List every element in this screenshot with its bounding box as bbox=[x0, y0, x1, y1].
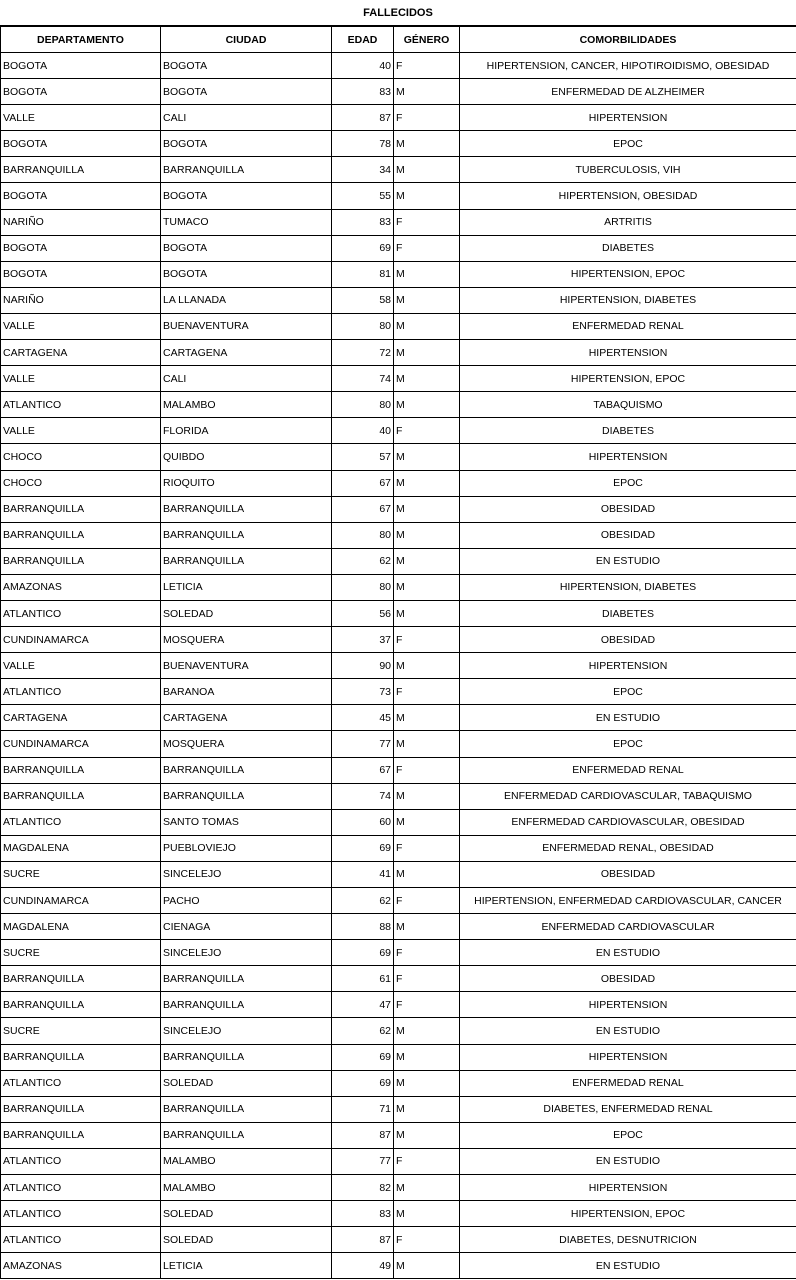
cell-departamento: BARRANQUILLA bbox=[1, 548, 161, 574]
cell-edad: 37 bbox=[332, 627, 394, 653]
cell-departamento: AMAZONAS bbox=[1, 1253, 161, 1279]
cell-edad: 78 bbox=[332, 131, 394, 157]
cell-comorbilidades: DIABETES bbox=[460, 600, 796, 626]
cell-comorbilidades: HIPERTENSION, OBESIDAD bbox=[460, 183, 796, 209]
table-row bbox=[1, 1018, 796, 1044]
cell-genero: M bbox=[394, 366, 460, 392]
cell-genero: M bbox=[394, 157, 460, 183]
header-comorbilidades: COMORBILIDADES bbox=[460, 27, 796, 53]
cell-edad: 83 bbox=[332, 209, 394, 235]
cell-genero: M bbox=[394, 1201, 460, 1227]
cell-edad: 57 bbox=[332, 444, 394, 470]
table-row bbox=[1, 496, 796, 522]
cell-genero: M bbox=[394, 522, 460, 548]
table-row bbox=[1, 888, 796, 914]
cell-genero: F bbox=[394, 53, 460, 79]
cell-ciudad: QUIBDO bbox=[161, 444, 332, 470]
cell-ciudad: BARRANQUILLA bbox=[161, 1122, 332, 1148]
table-row bbox=[1, 287, 796, 313]
table-row bbox=[1, 261, 796, 287]
cell-edad: 67 bbox=[332, 470, 394, 496]
cell-ciudad: BARRANQUILLA bbox=[161, 1044, 332, 1070]
table-row bbox=[1, 470, 796, 496]
cell-comorbilidades: OBESIDAD bbox=[460, 861, 796, 887]
table-row bbox=[1, 392, 796, 418]
cell-departamento: VALLE bbox=[1, 366, 161, 392]
cell-departamento: ATLANTICO bbox=[1, 1175, 161, 1201]
cell-comorbilidades: HIPERTENSION, ENFERMEDAD CARDIOVASCULAR, CANCER bbox=[460, 888, 796, 914]
cell-comorbilidades: ENFERMEDAD CARDIOVASCULAR, TABAQUISMO bbox=[460, 783, 796, 809]
cell-departamento: BARRANQUILLA bbox=[1, 1122, 161, 1148]
table-row bbox=[1, 679, 796, 705]
table-row bbox=[1, 1227, 796, 1253]
cell-genero: M bbox=[394, 861, 460, 887]
cell-edad: 87 bbox=[332, 105, 394, 131]
cell-comorbilidades: ENFERMEDAD RENAL bbox=[460, 1070, 796, 1096]
cell-ciudad: BARRANQUILLA bbox=[161, 1096, 332, 1122]
cell-departamento: CHOCO bbox=[1, 444, 161, 470]
cell-departamento: ATLANTICO bbox=[1, 600, 161, 626]
cell-genero: M bbox=[394, 183, 460, 209]
cell-edad: 73 bbox=[332, 679, 394, 705]
cell-departamento: SUCRE bbox=[1, 940, 161, 966]
cell-genero: M bbox=[394, 392, 460, 418]
cell-ciudad: BARRANQUILLA bbox=[161, 496, 332, 522]
cell-ciudad: LETICIA bbox=[161, 574, 332, 600]
table-row bbox=[1, 835, 796, 861]
cell-comorbilidades: HIPERTENSION, EPOC bbox=[460, 261, 796, 287]
cell-genero: F bbox=[394, 105, 460, 131]
table-row bbox=[1, 53, 796, 79]
cell-ciudad: MALAMBO bbox=[161, 392, 332, 418]
cell-edad: 87 bbox=[332, 1227, 394, 1253]
cell-departamento: VALLE bbox=[1, 105, 161, 131]
table-row bbox=[1, 1096, 796, 1122]
cell-ciudad: BARRANQUILLA bbox=[161, 757, 332, 783]
cell-comorbilidades: HIPERTENSION bbox=[460, 444, 796, 470]
cell-edad: 80 bbox=[332, 574, 394, 600]
cell-comorbilidades: OBESIDAD bbox=[460, 522, 796, 548]
cell-departamento: AMAZONAS bbox=[1, 574, 161, 600]
cell-genero: M bbox=[394, 705, 460, 731]
cell-ciudad: PACHO bbox=[161, 888, 332, 914]
cell-ciudad: BOGOTA bbox=[161, 53, 332, 79]
cell-ciudad: BARRANQUILLA bbox=[161, 548, 332, 574]
cell-genero: M bbox=[394, 1044, 460, 1070]
cell-comorbilidades: EPOC bbox=[460, 731, 796, 757]
cell-edad: 56 bbox=[332, 600, 394, 626]
cell-departamento: BOGOTA bbox=[1, 79, 161, 105]
table-row bbox=[1, 157, 796, 183]
table-row bbox=[1, 940, 796, 966]
cell-genero: M bbox=[394, 914, 460, 940]
cell-genero: F bbox=[394, 1227, 460, 1253]
cell-edad: 69 bbox=[332, 1044, 394, 1070]
cell-ciudad: SOLEDAD bbox=[161, 1070, 332, 1096]
table-row bbox=[1, 1044, 796, 1070]
table-row bbox=[1, 1122, 796, 1148]
cell-ciudad: PUEBLOVIEJO bbox=[161, 835, 332, 861]
cell-ciudad: CALI bbox=[161, 366, 332, 392]
cell-comorbilidades: HIPERTENSION bbox=[460, 340, 796, 366]
cell-comorbilidades: EN ESTUDIO bbox=[460, 548, 796, 574]
cell-departamento: SUCRE bbox=[1, 1018, 161, 1044]
cell-comorbilidades: OBESIDAD bbox=[460, 966, 796, 992]
cell-departamento: CARTAGENA bbox=[1, 705, 161, 731]
cell-ciudad: BARRANQUILLA bbox=[161, 992, 332, 1018]
cell-departamento: BOGOTA bbox=[1, 235, 161, 261]
cell-ciudad: RIOQUITO bbox=[161, 470, 332, 496]
table-row bbox=[1, 522, 796, 548]
cell-comorbilidades: TUBERCULOSIS, VIH bbox=[460, 157, 796, 183]
cell-edad: 67 bbox=[332, 496, 394, 522]
cell-comorbilidades: DIABETES bbox=[460, 235, 796, 261]
cell-ciudad: BOGOTA bbox=[161, 79, 332, 105]
cell-ciudad: BOGOTA bbox=[161, 261, 332, 287]
cell-edad: 82 bbox=[332, 1175, 394, 1201]
cell-edad: 90 bbox=[332, 653, 394, 679]
cell-comorbilidades: DIABETES, ENFERMEDAD RENAL bbox=[460, 1096, 796, 1122]
cell-departamento: BARRANQUILLA bbox=[1, 522, 161, 548]
table-row bbox=[1, 914, 796, 940]
cell-genero: F bbox=[394, 1148, 460, 1174]
cell-genero: F bbox=[394, 835, 460, 861]
cell-ciudad: SINCELEJO bbox=[161, 1018, 332, 1044]
cell-ciudad: SINCELEJO bbox=[161, 940, 332, 966]
cell-departamento: ATLANTICO bbox=[1, 1201, 161, 1227]
cell-departamento: BARRANQUILLA bbox=[1, 783, 161, 809]
table-row bbox=[1, 966, 796, 992]
header-edad: EDAD bbox=[332, 27, 394, 53]
cell-genero: M bbox=[394, 1018, 460, 1044]
cell-genero: M bbox=[394, 1253, 460, 1279]
cell-edad: 80 bbox=[332, 522, 394, 548]
cell-ciudad: LETICIA bbox=[161, 1253, 332, 1279]
cell-edad: 69 bbox=[332, 835, 394, 861]
cell-departamento: MAGDALENA bbox=[1, 914, 161, 940]
cell-edad: 61 bbox=[332, 966, 394, 992]
cell-edad: 45 bbox=[332, 705, 394, 731]
table-row bbox=[1, 600, 796, 626]
cell-departamento: BARRANQUILLA bbox=[1, 496, 161, 522]
cell-edad: 40 bbox=[332, 418, 394, 444]
cell-ciudad: BARANOA bbox=[161, 679, 332, 705]
cell-ciudad: SINCELEJO bbox=[161, 861, 332, 887]
table-row bbox=[1, 366, 796, 392]
cell-genero: M bbox=[394, 1070, 460, 1096]
cell-departamento: CUNDINAMARCA bbox=[1, 888, 161, 914]
table-row bbox=[1, 418, 796, 444]
table-row bbox=[1, 209, 796, 235]
cell-edad: 34 bbox=[332, 157, 394, 183]
table-row bbox=[1, 105, 796, 131]
cell-edad: 69 bbox=[332, 940, 394, 966]
cell-genero: F bbox=[394, 418, 460, 444]
cell-departamento: BARRANQUILLA bbox=[1, 966, 161, 992]
cell-departamento: CUNDINAMARCA bbox=[1, 731, 161, 757]
cell-edad: 67 bbox=[332, 757, 394, 783]
cell-genero: M bbox=[394, 731, 460, 757]
cell-ciudad: CALI bbox=[161, 105, 332, 131]
cell-comorbilidades: EN ESTUDIO bbox=[460, 1148, 796, 1174]
cell-genero: M bbox=[394, 444, 460, 470]
table-row bbox=[1, 627, 796, 653]
table-row bbox=[1, 783, 796, 809]
table-row bbox=[1, 731, 796, 757]
table-row bbox=[1, 1253, 796, 1279]
cell-departamento: ATLANTICO bbox=[1, 1148, 161, 1174]
cell-comorbilidades: HIPERTENSION, EPOC bbox=[460, 1201, 796, 1227]
cell-edad: 74 bbox=[332, 783, 394, 809]
cell-departamento: BOGOTA bbox=[1, 53, 161, 79]
cell-edad: 71 bbox=[332, 1096, 394, 1122]
cell-ciudad: SOLEDAD bbox=[161, 1227, 332, 1253]
cell-edad: 88 bbox=[332, 914, 394, 940]
table-row bbox=[1, 861, 796, 887]
cell-ciudad: BOGOTA bbox=[161, 183, 332, 209]
cell-genero: F bbox=[394, 679, 460, 705]
cell-departamento: CARTAGENA bbox=[1, 340, 161, 366]
cell-genero: F bbox=[394, 235, 460, 261]
header-ciudad: CIUDAD bbox=[161, 27, 332, 53]
cell-genero: M bbox=[394, 340, 460, 366]
cell-comorbilidades: ENFERMEDAD CARDIOVASCULAR, OBESIDAD bbox=[460, 809, 796, 835]
cell-comorbilidades: HIPERTENSION bbox=[460, 105, 796, 131]
cell-comorbilidades: EPOC bbox=[460, 679, 796, 705]
table-row bbox=[1, 340, 796, 366]
cell-genero: M bbox=[394, 470, 460, 496]
cell-comorbilidades: ENFERMEDAD CARDIOVASCULAR bbox=[460, 914, 796, 940]
cell-comorbilidades: ENFERMEDAD RENAL bbox=[460, 757, 796, 783]
cell-genero: F bbox=[394, 992, 460, 1018]
cell-comorbilidades: OBESIDAD bbox=[460, 496, 796, 522]
cell-comorbilidades: EN ESTUDIO bbox=[460, 705, 796, 731]
cell-edad: 69 bbox=[332, 1070, 394, 1096]
cell-comorbilidades: HIPERTENSION bbox=[460, 1044, 796, 1070]
cell-comorbilidades: ENFERMEDAD DE ALZHEIMER bbox=[460, 79, 796, 105]
cell-genero: M bbox=[394, 79, 460, 105]
cell-edad: 74 bbox=[332, 366, 394, 392]
cell-genero: M bbox=[394, 600, 460, 626]
table-row bbox=[1, 809, 796, 835]
table-row bbox=[1, 705, 796, 731]
cell-edad: 81 bbox=[332, 261, 394, 287]
cell-edad: 60 bbox=[332, 809, 394, 835]
cell-genero: M bbox=[394, 1175, 460, 1201]
table-row bbox=[1, 131, 796, 157]
cell-comorbilidades: EPOC bbox=[460, 470, 796, 496]
cell-edad: 87 bbox=[332, 1122, 394, 1148]
cell-genero: M bbox=[394, 653, 460, 679]
cell-departamento: ATLANTICO bbox=[1, 392, 161, 418]
cell-departamento: BARRANQUILLA bbox=[1, 1096, 161, 1122]
cell-comorbilidades: EN ESTUDIO bbox=[460, 1018, 796, 1044]
cell-comorbilidades: HIPERTENSION, CANCER, HIPOTIROIDISMO, OBESIDAD bbox=[460, 53, 796, 79]
cell-ciudad: CARTAGENA bbox=[161, 705, 332, 731]
cell-ciudad: TUMACO bbox=[161, 209, 332, 235]
table-row bbox=[1, 574, 796, 600]
cell-departamento: VALLE bbox=[1, 653, 161, 679]
header-genero: GÉNERO bbox=[394, 27, 460, 53]
cell-edad: 80 bbox=[332, 392, 394, 418]
cell-departamento: VALLE bbox=[1, 418, 161, 444]
cell-ciudad: CARTAGENA bbox=[161, 340, 332, 366]
header-departamento: DEPARTAMENTO bbox=[1, 27, 161, 53]
cell-edad: 83 bbox=[332, 79, 394, 105]
cell-departamento: ATLANTICO bbox=[1, 1227, 161, 1253]
cell-comorbilidades: EN ESTUDIO bbox=[460, 940, 796, 966]
table-row bbox=[1, 1070, 796, 1096]
table-body bbox=[1, 53, 796, 1279]
cell-ciudad: BARRANQUILLA bbox=[161, 157, 332, 183]
cell-genero: M bbox=[394, 548, 460, 574]
cell-genero: M bbox=[394, 809, 460, 835]
cell-edad: 55 bbox=[332, 183, 394, 209]
cell-ciudad: MALAMBO bbox=[161, 1175, 332, 1201]
cell-edad: 40 bbox=[332, 53, 394, 79]
table-row bbox=[1, 757, 796, 783]
cell-genero: F bbox=[394, 940, 460, 966]
cell-genero: M bbox=[394, 783, 460, 809]
cell-departamento: ATLANTICO bbox=[1, 809, 161, 835]
cell-edad: 80 bbox=[332, 313, 394, 339]
deceased-table bbox=[0, 26, 796, 1279]
table-row bbox=[1, 183, 796, 209]
cell-ciudad: BUENAVENTURA bbox=[161, 653, 332, 679]
cell-comorbilidades: EPOC bbox=[460, 131, 796, 157]
table-row bbox=[1, 444, 796, 470]
cell-comorbilidades: DIABETES, DESNUTRICION bbox=[460, 1227, 796, 1253]
table-row bbox=[1, 79, 796, 105]
cell-ciudad: SOLEDAD bbox=[161, 600, 332, 626]
cell-edad: 41 bbox=[332, 861, 394, 887]
cell-comorbilidades: HIPERTENSION bbox=[460, 653, 796, 679]
cell-comorbilidades: HIPERTENSION, DIABETES bbox=[460, 287, 796, 313]
cell-comorbilidades: EN ESTUDIO bbox=[460, 1253, 796, 1279]
cell-genero: M bbox=[394, 261, 460, 287]
cell-genero: M bbox=[394, 313, 460, 339]
cell-edad: 72 bbox=[332, 340, 394, 366]
cell-comorbilidades: HIPERTENSION bbox=[460, 992, 796, 1018]
cell-ciudad: BARRANQUILLA bbox=[161, 783, 332, 809]
cell-departamento: BOGOTA bbox=[1, 183, 161, 209]
cell-comorbilidades: HIPERTENSION, EPOC bbox=[460, 366, 796, 392]
cell-genero: F bbox=[394, 627, 460, 653]
cell-departamento: CUNDINAMARCA bbox=[1, 627, 161, 653]
cell-genero: M bbox=[394, 496, 460, 522]
cell-ciudad: MOSQUERA bbox=[161, 731, 332, 757]
cell-genero: F bbox=[394, 209, 460, 235]
cell-ciudad: BOGOTA bbox=[161, 235, 332, 261]
cell-comorbilidades: HIPERTENSION bbox=[460, 1175, 796, 1201]
table-row bbox=[1, 1201, 796, 1227]
cell-comorbilidades: HIPERTENSION, DIABETES bbox=[460, 574, 796, 600]
table-row bbox=[1, 1175, 796, 1201]
cell-genero: M bbox=[394, 1096, 460, 1122]
cell-edad: 77 bbox=[332, 1148, 394, 1174]
cell-edad: 58 bbox=[332, 287, 394, 313]
cell-ciudad: LA LLANADA bbox=[161, 287, 332, 313]
cell-departamento: NARIÑO bbox=[1, 209, 161, 235]
table-title: FALLECIDOS bbox=[0, 0, 796, 26]
table-row bbox=[1, 313, 796, 339]
cell-comorbilidades: EPOC bbox=[460, 1122, 796, 1148]
cell-departamento: BOGOTA bbox=[1, 261, 161, 287]
cell-genero: M bbox=[394, 1122, 460, 1148]
cell-genero: F bbox=[394, 888, 460, 914]
cell-departamento: NARIÑO bbox=[1, 287, 161, 313]
cell-ciudad: FLORIDA bbox=[161, 418, 332, 444]
table-row bbox=[1, 235, 796, 261]
cell-genero: M bbox=[394, 574, 460, 600]
cell-genero: M bbox=[394, 131, 460, 157]
cell-ciudad: SANTO TOMAS bbox=[161, 809, 332, 835]
table-row bbox=[1, 653, 796, 679]
cell-departamento: BARRANQUILLA bbox=[1, 757, 161, 783]
cell-departamento: BARRANQUILLA bbox=[1, 992, 161, 1018]
cell-departamento: CHOCO bbox=[1, 470, 161, 496]
table-row bbox=[1, 1148, 796, 1174]
cell-ciudad: CIENAGA bbox=[161, 914, 332, 940]
cell-edad: 77 bbox=[332, 731, 394, 757]
cell-edad: 62 bbox=[332, 888, 394, 914]
cell-ciudad: BOGOTA bbox=[161, 131, 332, 157]
cell-ciudad: BARRANQUILLA bbox=[161, 522, 332, 548]
cell-ciudad: MOSQUERA bbox=[161, 627, 332, 653]
cell-departamento: ATLANTICO bbox=[1, 1070, 161, 1096]
cell-comorbilidades: DIABETES bbox=[460, 418, 796, 444]
cell-departamento: VALLE bbox=[1, 313, 161, 339]
cell-edad: 62 bbox=[332, 548, 394, 574]
cell-departamento: SUCRE bbox=[1, 861, 161, 887]
cell-comorbilidades: ENFERMEDAD RENAL bbox=[460, 313, 796, 339]
cell-departamento: BOGOTA bbox=[1, 131, 161, 157]
cell-edad: 83 bbox=[332, 1201, 394, 1227]
cell-departamento: ATLANTICO bbox=[1, 679, 161, 705]
cell-departamento: MAGDALENA bbox=[1, 835, 161, 861]
cell-ciudad: BARRANQUILLA bbox=[161, 966, 332, 992]
cell-comorbilidades: TABAQUISMO bbox=[460, 392, 796, 418]
cell-departamento: BARRANQUILLA bbox=[1, 157, 161, 183]
cell-edad: 69 bbox=[332, 235, 394, 261]
cell-genero: F bbox=[394, 757, 460, 783]
cell-edad: 49 bbox=[332, 1253, 394, 1279]
cell-departamento: BARRANQUILLA bbox=[1, 1044, 161, 1070]
cell-comorbilidades: ENFERMEDAD RENAL, OBESIDAD bbox=[460, 835, 796, 861]
cell-edad: 62 bbox=[332, 1018, 394, 1044]
cell-edad: 47 bbox=[332, 992, 394, 1018]
table-row bbox=[1, 548, 796, 574]
cell-genero: F bbox=[394, 966, 460, 992]
cell-ciudad: SOLEDAD bbox=[161, 1201, 332, 1227]
cell-comorbilidades: ARTRITIS bbox=[460, 209, 796, 235]
cell-ciudad: MALAMBO bbox=[161, 1148, 332, 1174]
header-row bbox=[1, 27, 796, 53]
cell-ciudad: BUENAVENTURA bbox=[161, 313, 332, 339]
cell-genero: M bbox=[394, 287, 460, 313]
cell-comorbilidades: OBESIDAD bbox=[460, 627, 796, 653]
table-row bbox=[1, 992, 796, 1018]
